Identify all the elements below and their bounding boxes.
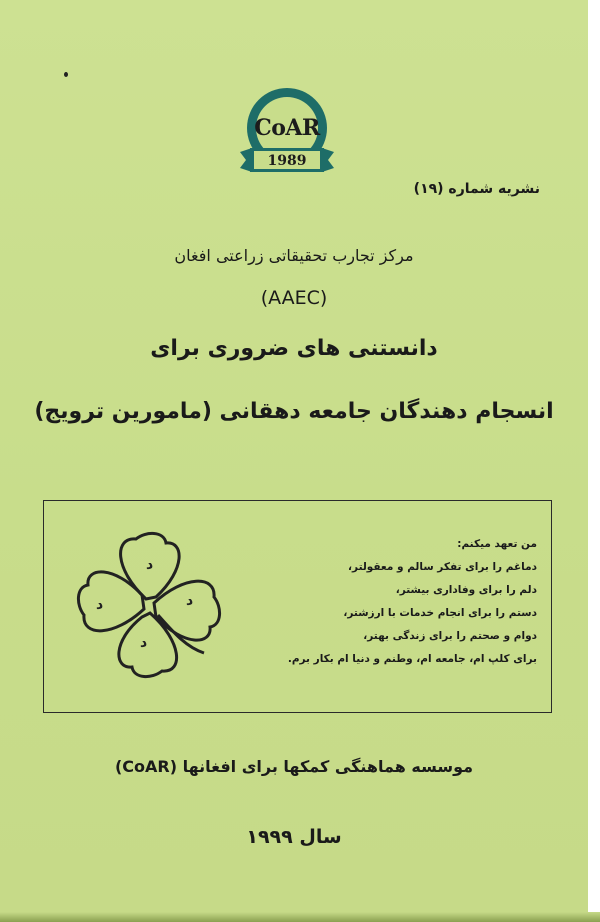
leaf-letter-bottom: د xyxy=(140,635,148,651)
pledge-heading: من تعهد میکنم: xyxy=(457,538,537,550)
issue-number: نشریه شماره (۱۹) xyxy=(413,181,540,197)
leaf-letter-top: د xyxy=(146,557,154,573)
pledge-box xyxy=(43,500,552,713)
coar-logo xyxy=(232,86,342,186)
leaf-letter-left: د xyxy=(96,597,104,613)
pledge-line: برای کلپ ام، جامعه ام، وطنم و دنیا ام بکار برم. xyxy=(287,653,537,665)
logo-year: 1989 xyxy=(267,153,307,169)
pledge-line: دستم را برای انجام خدمات با ارزشتر، xyxy=(343,607,537,619)
page-edge-bottom xyxy=(0,912,600,922)
organization-name: موسسه هماهنگی کمکها برای افغانها (CoAR) xyxy=(114,757,474,776)
leaf-letter-right: د xyxy=(186,593,194,609)
publication-year: سال ۱۹۹۹ xyxy=(246,826,342,848)
ink-speck xyxy=(64,72,68,77)
pledge-text xyxy=(237,533,537,671)
pledge-line: دماغم را برای تفکر سالم و معقولتر، xyxy=(348,561,537,573)
pledge-line: دوام و صحتم را برای زندگی بهتر، xyxy=(363,630,537,642)
page-edge-right xyxy=(588,0,600,922)
title-line-1: دانستنی های ضروری برای xyxy=(150,336,438,361)
pledge-line: دلم را برای وفاداری بیشتر، xyxy=(395,584,537,596)
center-abbreviation: (AAEC) xyxy=(260,287,328,309)
title-line-2: انسجام دهندگان جامعه دهقانی (مامورین ترویج) xyxy=(34,399,554,424)
logo-name: CoAR xyxy=(254,115,320,141)
clover-icon xyxy=(74,529,224,679)
center-name: مرکز تجارب تحقیقاتی زراعتی افغان xyxy=(174,246,414,265)
